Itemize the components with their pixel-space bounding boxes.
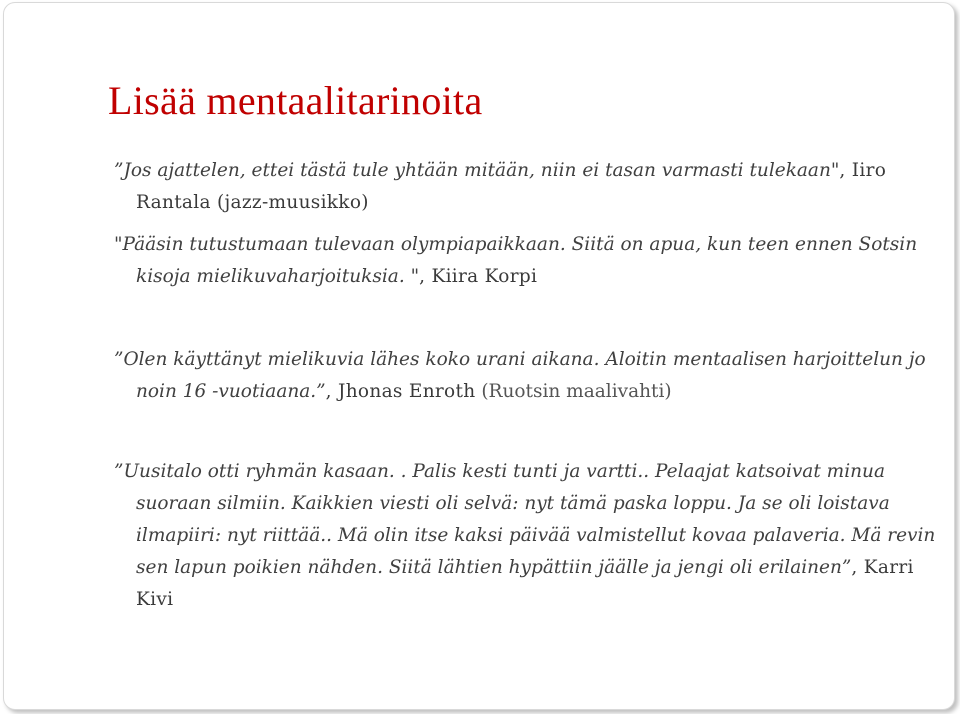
quote-text: ”Olen käyttänyt mielikuvia lähes koko urani aikana. Aloitin mentaalisen harjoittelun jo noin 16 -vuotiaana.”	[114, 349, 926, 402]
quote-text: "Pääsin tutustumaan tulevaan olympiapaikkaan. Siitä on apua, kun teen ennen Sotsin kisoja mielikuvaharjoituksia. "	[114, 234, 918, 287]
quote-kiira-korpi	[114, 229, 936, 293]
quote-author: , Karri Kivi	[136, 557, 914, 610]
author-note: (Ruotsin maalivahti)	[481, 381, 672, 402]
quote-text: ”Jos ajattelen, ettei tästä tule yhtään mitään, niin ei tasan varmasti tulekaan"	[114, 160, 840, 181]
slide-title: Lisää mentaalitarinoita	[108, 78, 483, 123]
slide	[3, 2, 955, 710]
quote-author: , Jhonas Enroth	[325, 381, 476, 402]
quote-author: , Iiro Rantala (jazz-muusikko)	[136, 160, 887, 213]
quote-karri-kivi	[114, 456, 936, 616]
quote-jhonas-enroth	[114, 344, 936, 408]
quote-iiro-rantala	[114, 155, 936, 219]
quote-text: ”Uusitalo otti ryhmän kasaan. . Palis kesti tunti ja vartti.. Pelaajat katsoivat minua suoraan silmiin. Kaikkien viesti oli selvä: nyt tämä paska loppu. Ja se oli loistava ilmapiiri: nyt riittää.. Mä olin itse kaksi päivää valmistellut kovaa palaveria. Mä revin sen lapun poikien nähden. Siitä lähtien hypättiin jäälle ja jengi oli erilainen”	[114, 461, 936, 578]
quote-author: , Kiira Korpi	[419, 266, 538, 287]
